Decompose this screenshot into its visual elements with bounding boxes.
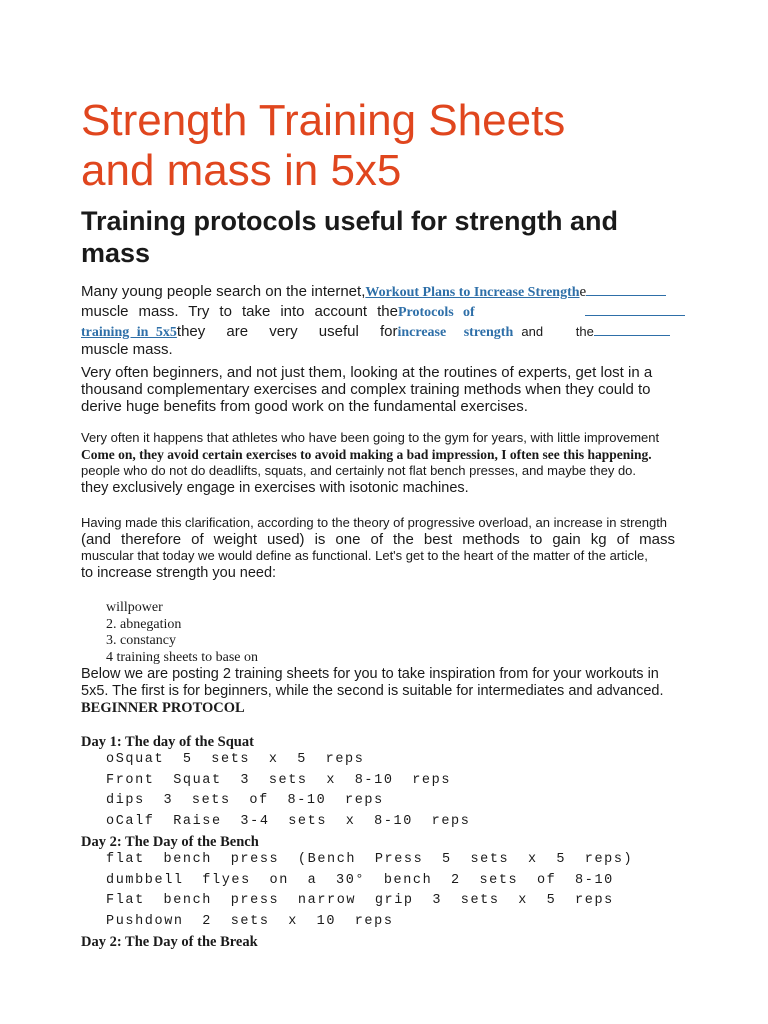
day1-list (106, 750, 712, 832)
page-title (81, 96, 565, 196)
day3-heading: Day 2: The Day of the Break (81, 934, 258, 950)
workout-plans-link[interactable]: Workout Plans to Increase Strength (365, 285, 580, 300)
intro-text-2: muscle mass. Try to take into account the (81, 303, 398, 320)
list-item: 3. constancy (106, 633, 176, 648)
exercise-item: Front Squat 3 sets x 8-10 reps (106, 772, 452, 788)
list-item: 4 training sheets to base on (106, 649, 259, 665)
exercise-item: dips 3 sets of 8-10 reps (106, 793, 384, 808)
intro-line-3 (81, 321, 687, 341)
intro-text-3: they are very useful for (176, 323, 398, 340)
title-line-1: Strength Training Sheets (81, 96, 566, 145)
underline-blank-3 (594, 321, 670, 336)
subtitle-line-2: mass (81, 238, 151, 268)
athletes-line-2: Come on, they avoid certain exercises to avoid making a bad impression, I often see this happening. (81, 446, 652, 462)
protocols-link[interactable]: Protocols of (397, 305, 475, 320)
paragraph-overload (81, 515, 687, 581)
paragraph-beginners: Very often beginners, and not just them, looking at the routines of experts, get lost in a thousand complementary exercises and complex training methods when they could to derive huge benefits from good work on the fundamental exercises. (81, 364, 653, 415)
overload-line-3: muscular that today we would define as functional. Let's get to the heart of the matter of the article, (81, 548, 648, 563)
overload-line-4: to increase strength you need: (81, 564, 277, 581)
subtitle-line-1: Training protocols useful for strength and (81, 206, 619, 236)
sheets-line-2: 5x5. The first is for beginners, while the second is suitable for intermediates and advanced. (81, 683, 664, 699)
sheets-line-1: Below we are posting 2 training sheets for you to take inspiration from for your workouts in (81, 666, 659, 682)
overload-line-2: (and therefore of weight used) is one of the best methods to gain kg of mass (81, 530, 675, 548)
requirements-list (106, 600, 258, 666)
list-item: willpower (106, 600, 163, 615)
increase-strength-link[interactable]: increase strength (397, 325, 514, 340)
beginner-protocol-heading: BEGINNER PROTOCOL (81, 700, 245, 716)
exercise-item: oSquat 5 sets x 5 reps (106, 752, 365, 767)
exercise-item: Flat bench press narrow grip 3 sets x 5 reps (106, 893, 614, 908)
exercise-item: oCalf Raise 3-4 sets x 8-10 reps (106, 813, 471, 829)
intro-line-2 (81, 301, 685, 321)
athletes-line-3: people who do not do deadlifts, squats, and certainly not flat bench presses, and maybe they do. (81, 463, 637, 478)
intro-paragraph (81, 281, 687, 358)
athletes-line-1: Very often it happens that athletes who have been going to the gym for years, with little improvement (81, 430, 660, 445)
exercise-item: Pushdown 2 sets x 10 reps (106, 913, 394, 929)
page-subtitle (81, 205, 618, 269)
list-item: 2. abnegation (106, 616, 182, 632)
underline-blank (586, 281, 666, 296)
paragraph-sheets (81, 666, 687, 700)
underline-blank-2 (585, 301, 685, 316)
day2-heading: Day 2: The Day of the Bench (81, 834, 259, 850)
exercise-item: flat bench press (Bench Press 5 sets x 5 reps) (106, 852, 634, 867)
intro-text: Many young people search on the internet, (81, 283, 366, 300)
training-5x5-link[interactable]: training in 5x5 (81, 325, 177, 340)
intro-and: and (521, 324, 544, 339)
intro-tail: e (579, 284, 587, 300)
day1-heading: Day 1: The day of the Squat (81, 734, 254, 750)
athletes-line-4: they exclusively engage in exercises with isotonic machines. (81, 479, 469, 496)
overload-line-1: Having made this clarification, according to the theory of progressive overload, an increase in strength (81, 515, 668, 530)
title-line-2: and mass in 5x5 (81, 146, 402, 195)
intro-line-4: muscle mass. (81, 341, 173, 358)
intro-the: the (575, 324, 594, 339)
day2-list (106, 850, 712, 932)
intro-line-1 (81, 281, 687, 301)
paragraph-athletes (81, 430, 687, 496)
exercise-item: dumbbell flyes on a 30° bench 2 sets of 8-10 (106, 872, 614, 888)
